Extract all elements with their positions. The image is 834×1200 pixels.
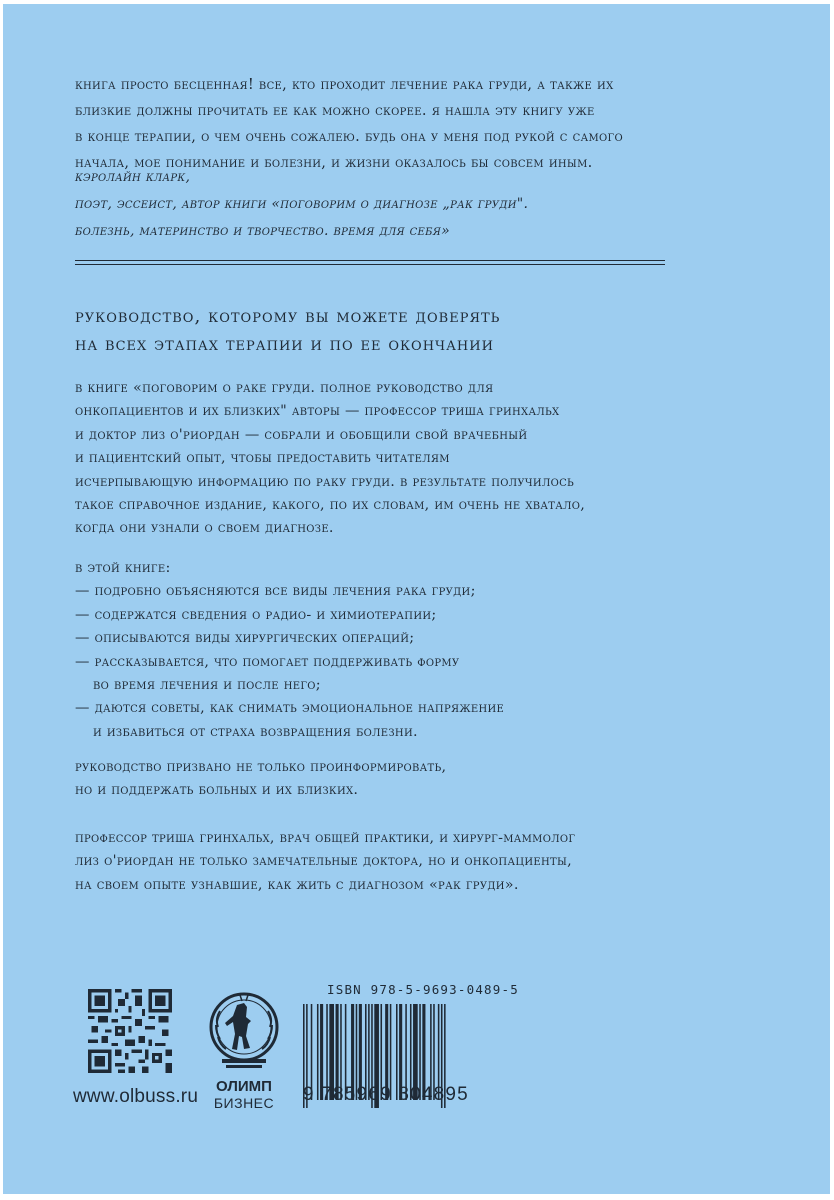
- intro-line: онкопациентов и их близких" авторы — профессор триша гринхальх: [75, 403, 560, 420]
- quote-line: книга просто бесценная! все, кто проходит лечение рака груди, а также их: [75, 76, 614, 93]
- list-item: — описываются виды хирургических операций;: [75, 630, 415, 647]
- authors-line: на своем опыте узнавшие, как жить с диагнозом «рак груди».: [75, 876, 519, 893]
- authors-paragraph: [75, 827, 770, 897]
- attribution-line: поэт, эссеист, автор книги «поговорим о диагнозе „рак груди".: [75, 196, 529, 212]
- publisher-name: ОЛИМП: [216, 1078, 272, 1095]
- list-item-continuation: и избавиться от страха возвращения болезни.: [93, 723, 418, 740]
- headline-line: руководство, которому вы можете доверять: [75, 306, 501, 327]
- purpose-paragraph: [75, 756, 770, 803]
- list-item: — рассказывается, что помогает поддерживать форму: [75, 653, 460, 670]
- intro-line: когда они узнали о своем диагнозе.: [75, 520, 334, 537]
- back-cover: [3, 4, 830, 1194]
- intro-line: и доктор лиз о'риордан — собрали и обобщили свой врачебный: [75, 426, 528, 443]
- list-item: — подробно объясняются все виды лечения рака груди;: [75, 583, 476, 600]
- headline: [75, 303, 770, 359]
- feature-list: [75, 557, 770, 744]
- quote-attribution: [75, 164, 770, 245]
- headline-line: на всех этапах терапии и по ее окончании: [75, 334, 494, 355]
- publisher-logo: [206, 989, 282, 1081]
- intro-line: в книге «поговорим о раке груди. полное руководство для: [75, 380, 494, 396]
- publisher-subtitle: БИЗНЕС: [213, 1095, 275, 1111]
- quote-line: в конце терапии, о чем очень сожалею. будь она у меня под рукой с самого: [75, 128, 623, 145]
- isbn-label: ISBN 978-5-9693-0489-5: [327, 982, 519, 997]
- list-item-continuation: во время лечения и после него;: [93, 677, 321, 694]
- purpose-line: но и поддержать больных и их близких.: [75, 782, 359, 799]
- attribution-line: кэролайн кларк,: [75, 169, 191, 185]
- purpose-line: руководство призвано не только проинформировать,: [75, 759, 447, 775]
- authors-line: профессор триша гринхальх, врач общей практики, и хирург-маммолог: [75, 830, 576, 846]
- website-url: www.olbuss.ru: [73, 1086, 199, 1107]
- attribution-line: болезнь, материнство и творчество. время для себя»: [75, 223, 451, 239]
- intro-paragraph: [75, 377, 770, 541]
- list-heading: в этой книге:: [75, 560, 171, 576]
- intro-line: такое справочное издание, какого, по их словам, им очень не хватало,: [75, 497, 586, 514]
- quote-line: близкие должны прочитать ее как можно скорее. я нашла эту книгу уже: [75, 102, 595, 119]
- intro-line: исчерпывающую информацию по раку груди. в результате получилось: [75, 473, 575, 490]
- review-quote: [75, 72, 770, 176]
- intro-line: и пациентский опыт, чтобы предоставить читателям: [75, 450, 450, 467]
- authors-line: лиз о'риордан не только замечательные доктора, но и онкопациенты,: [75, 853, 572, 870]
- barcode-digits: 9 785969 304895: [303, 1084, 469, 1105]
- list-item: — содержатся сведения о радио- и химиотерапии;: [75, 606, 437, 623]
- quote-line: начала, мое понимание и болезни, и жизни оказалось бы совсем иным.: [75, 154, 593, 171]
- list-item: — даются советы, как снимать эмоциональное напряжение: [75, 700, 505, 717]
- qr-code-icon: [88, 989, 172, 1073]
- double-divider: [75, 260, 665, 265]
